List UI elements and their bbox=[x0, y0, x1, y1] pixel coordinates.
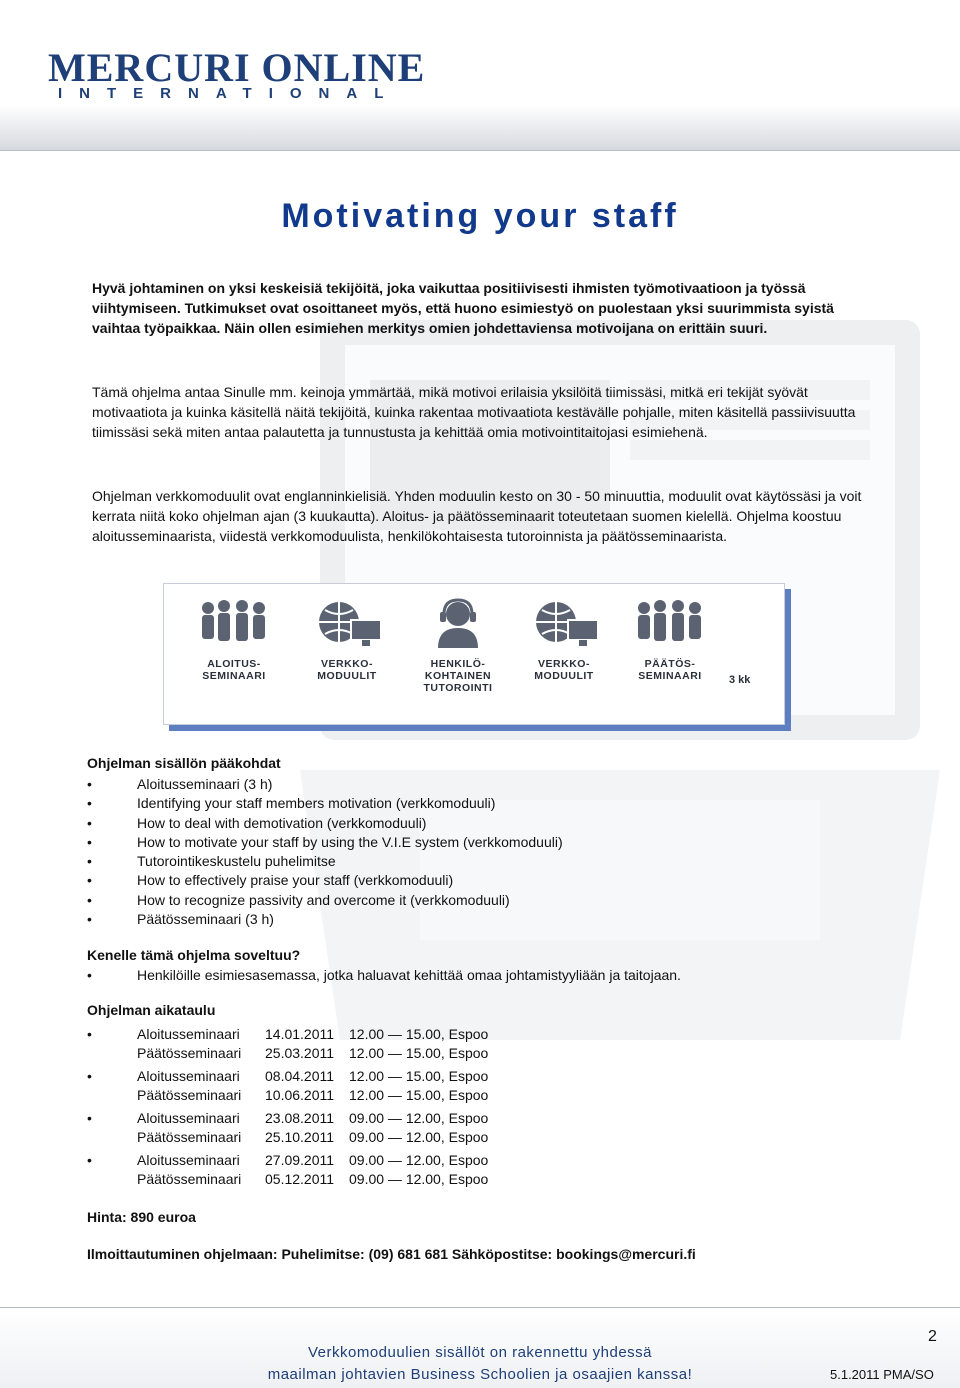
program-description: Tämä ohjelma antaa Sinulle mm. keinoja ymmärtää, mikä motivoi erilaisia yksilöitä tiimissäsi, mitkä eri tekijät syövät motivaatiota ja kuinka käsitellä näitä tekijöitä, kuinka rakentaa motivaatiota kestävälle pohjalle, miten käsitellä passiivisuutta tiimissäsi sekä miten antaa palautetta ja tunnustusta ja kehittää omia motivointitaitojasi esimiehenä. bbox=[92, 384, 856, 440]
schedule-heading: Ohjelman aikataulu bbox=[87, 1002, 216, 1018]
page-number: 2 bbox=[928, 1328, 937, 1345]
audience-list bbox=[87, 966, 681, 985]
price-label: Hinta: 890 euroa bbox=[87, 1209, 196, 1225]
schedule-group-2 bbox=[87, 1067, 488, 1105]
logo-sub: INTERNATIONAL bbox=[58, 85, 401, 102]
list-item: • How to deal with demotivation (verkkomoduuli) bbox=[87, 814, 427, 831]
module-info: Ohjelman verkkomoduulit ovat englanninkielisiä. Yhden moduulin kesto on 30 - 50 minuuttia, moduulit ovat käytössäsi ja voit kerrata niitä koko ohjelman ajan (3 kuukautta). Aloitus- ja päätösseminaarit toteutetaan suomen kielellä. Ohjelma koostuu aloitusseminaarista, viidestä verkkomoduulista, henkilökohtaisesta tutoroinnista ja päätösseminaarista. bbox=[92, 488, 862, 544]
page-title: Motivating your staff bbox=[281, 197, 679, 235]
schedule-row: • Aloitusseminaari 27.09.2011 09.00 — 12.00, Espoo bbox=[87, 1152, 489, 1168]
contents-heading: Ohjelman sisällön pääkohdat bbox=[87, 755, 281, 771]
list-item: • Tutorointikeskustelu puhelimitse bbox=[87, 853, 336, 870]
page-header bbox=[0, 0, 960, 151]
headset-person-icon bbox=[418, 598, 498, 652]
schedule-row: Päätösseminaari 25.10.2011 09.00 — 12.00, Espoo bbox=[137, 1129, 489, 1145]
logo-main: MERCURI ONLINE bbox=[48, 45, 426, 90]
step-paatosseminaari: PÄÄTÖS- SEMINAARI bbox=[622, 598, 718, 682]
list-item: • Päätösseminaari (3 h) bbox=[87, 911, 274, 928]
duration-label: 3 kk bbox=[729, 674, 751, 686]
registration-info: Ilmoittautuminen ohjelmaan: Puhelimitse: (09) 681 681 Sähköpostitse: bookings@mercuri.fi bbox=[87, 1246, 696, 1262]
intro-paragraph: Hyvä johtaminen on yksi keskeisiä tekijöitä, joka vaikuttaa positiivisesti ihmisten työmotivaatioon ja työssä viihtymiseen. Tutkimukset ovat osoittaneet myös, että huono esimiestyö on puolestaan yksi suurimmista syistä vaihtaa työpaikkaa. Näin ollen esimiehen merkitys omien johdettaviensa motivoijana on erittäin suuri. bbox=[92, 280, 834, 336]
step-verkkomoduulit-1: VERKKO- MODUULIT bbox=[299, 598, 395, 682]
schedule-row: • Aloitusseminaari 08.04.2011 12.00 — 15.00, Espoo bbox=[87, 1068, 489, 1084]
schedule-group-1 bbox=[87, 1025, 488, 1063]
step-verkkomoduulit-2: VERKKO- MODUULIT bbox=[516, 598, 612, 682]
schedule-row: • Aloitusseminaari 23.08.2011 09.00 — 12.00, Espoo bbox=[87, 1110, 489, 1126]
list-item: • How to recognize passivity and overcome it (verkkomoduuli) bbox=[87, 891, 510, 908]
contents-list bbox=[87, 775, 563, 929]
schedule-row: • Aloitusseminaari 14.01.2011 12.00 — 15.00, Espoo bbox=[87, 1026, 489, 1042]
audience-heading: Kenelle tämä ohjelma soveltuu? bbox=[87, 947, 301, 963]
list-item: • Henkilöille esimiesasemassa, jotka haluavat kehittää omaa johtamistyyliään ja taitojaan. bbox=[87, 967, 681, 983]
program-flow-diagram bbox=[163, 583, 785, 725]
schedule-row: Päätösseminaari 25.03.2011 12.00 — 15.00, Espoo bbox=[137, 1045, 489, 1061]
footer-tagline: Verkkomoduulien sisällöt on rakennettu yhdessä maailman johtavien Business Schoolien ja osaajien kanssa! bbox=[267, 1344, 693, 1383]
schedule-row: Päätösseminaari 05.12.2011 09.00 — 12.00, Espoo bbox=[137, 1171, 489, 1187]
globe-monitor-icon bbox=[524, 598, 604, 652]
list-item: • How to motivate your staff by using the V.I.E system (verkkomoduuli) bbox=[87, 833, 563, 850]
footer-date-code: 5.1.2011 PMA/SO bbox=[830, 1367, 934, 1382]
list-item: • Aloitusseminaari (3 h) bbox=[87, 776, 273, 792]
list-item: • Identifying your staff members motivation (verkkomoduuli) bbox=[87, 795, 496, 812]
group-icon bbox=[194, 598, 274, 652]
list-item: • How to effectively praise your staff (verkkomoduuli) bbox=[87, 872, 454, 889]
schedule-group-4 bbox=[87, 1151, 488, 1189]
schedule-group-3 bbox=[87, 1109, 488, 1147]
step-aloitusseminaari: ALOITUS- SEMINAARI bbox=[186, 598, 282, 682]
globe-monitor-icon bbox=[307, 598, 387, 652]
step-tutorointi: HENKILÖ- KOHTAINEN TUTOROINTI bbox=[410, 598, 506, 694]
schedule-row: Päätösseminaari 10.06.2011 12.00 — 15.00, Espoo bbox=[137, 1087, 489, 1103]
group-icon bbox=[630, 598, 710, 652]
